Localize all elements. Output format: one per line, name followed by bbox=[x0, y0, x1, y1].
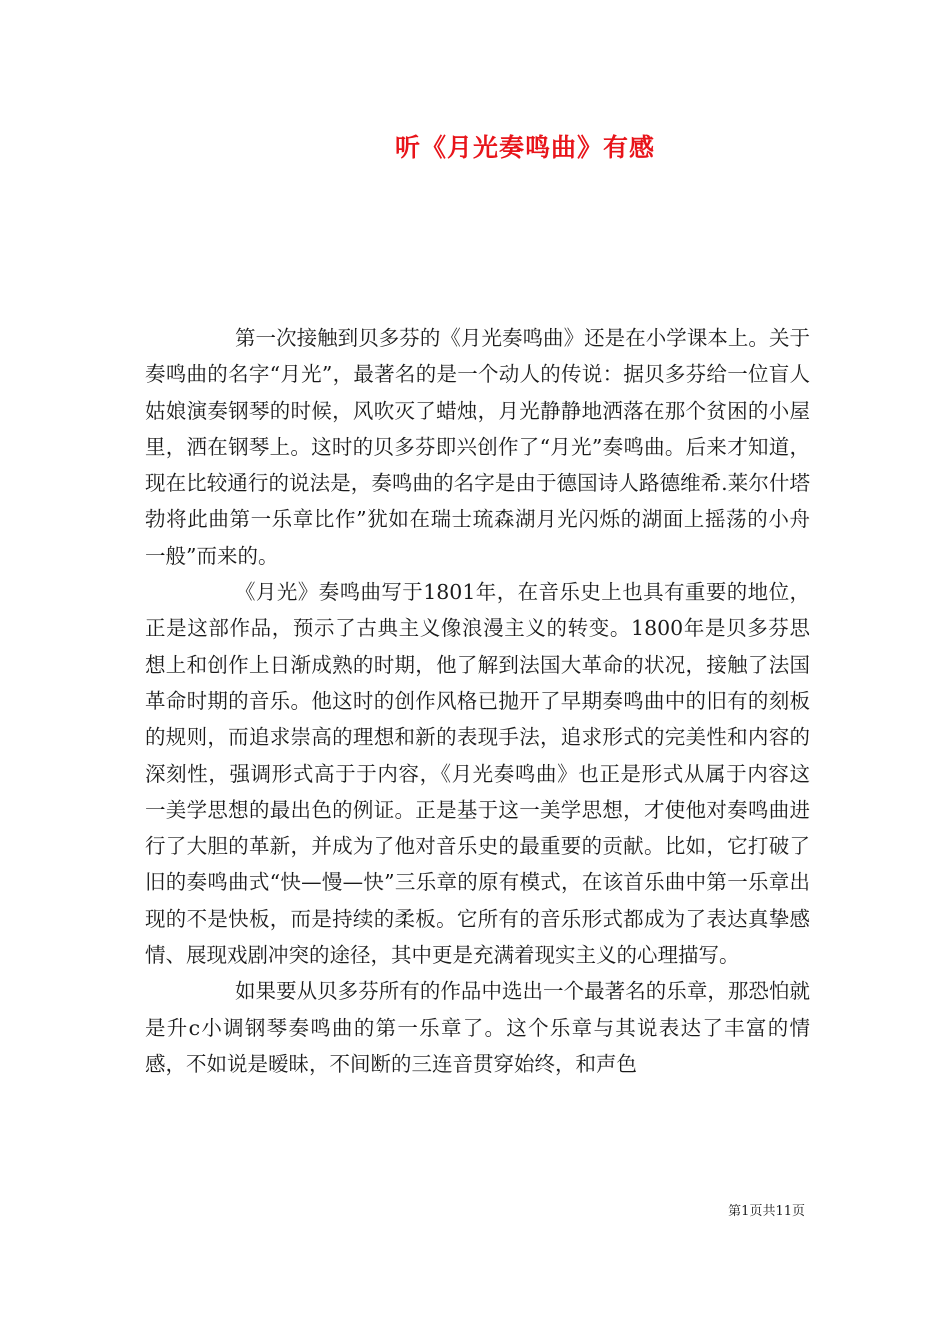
document-title: 听《月光奏鸣曲》有感 bbox=[394, 133, 655, 162]
paragraph-3: 如果要从贝多芬所有的作品中选出一个最著名的乐章，那恐怕就是升c小调钢琴奏鸣曲的第一乐章了。这个乐章与其说表达了丰富的情感，不如说是暧昧，不间断的三连音贯穿始终，和声色 bbox=[145, 979, 810, 1076]
document-body bbox=[145, 320, 810, 1082]
paragraph-2: 《月光》奏鸣曲写于1801年，在音乐史上也具有重要的地位，正是这部作品，预示了古典主义像浪漫主义的转变。1800年是贝多芬思想上和创作上日渐成熟的时期，他了解到法国大革命的状况，接触了法国革命时期的音乐。他这时的创作风格已抛开了早期奏鸣曲中的旧有的刻板的规则，而追求崇高的理想和新的表现手法，追求形式的完美性和内容的深刻性，强调形式高于于内容，《月光奏鸣曲》也正是形式从属于内容这一美学思想的最出色的例证。正是基于这一美学思想，才使他对奏鸣曲进行了大胆的革新，并成为了他对音乐史的最重要的贡献。比如，它打破了旧的奏鸣曲式“快—慢—快”三乐章的原有模式，在该首乐曲中第一乐章出现的不是快板，而是持续的柔板。它所有的音乐形式都成为了表达真挚感情、展现戏剧冲突的途径，其中更是充满着现实主义的心理描写。 bbox=[145, 580, 810, 968]
paragraph-1: 第一次接触到贝多芬的《月光奏鸣曲》还是在小学课本上。关于奏鸣曲的名字“月光”，最著名的是一个动人的传说：据贝多芬给一位盲人姑娘演奏钢琴的时候，风吹灭了蜡烛，月光静静地洒落在那个贫困的小屋里，洒在钢琴上。这时的贝多芬即兴创作了“月光”奏鸣曲。后来才知道，现在比较通行的说法是，奏鸣曲的名字是由于德国诗人路德维希.莱尔什塔勃将此曲第一乐章比作”犹如在瑞士琉森湖月光闪烁的湖面上摇荡的小舟一般”而来的。 bbox=[145, 326, 810, 568]
page-number-footer: 第1页共11页 bbox=[728, 1204, 805, 1219]
